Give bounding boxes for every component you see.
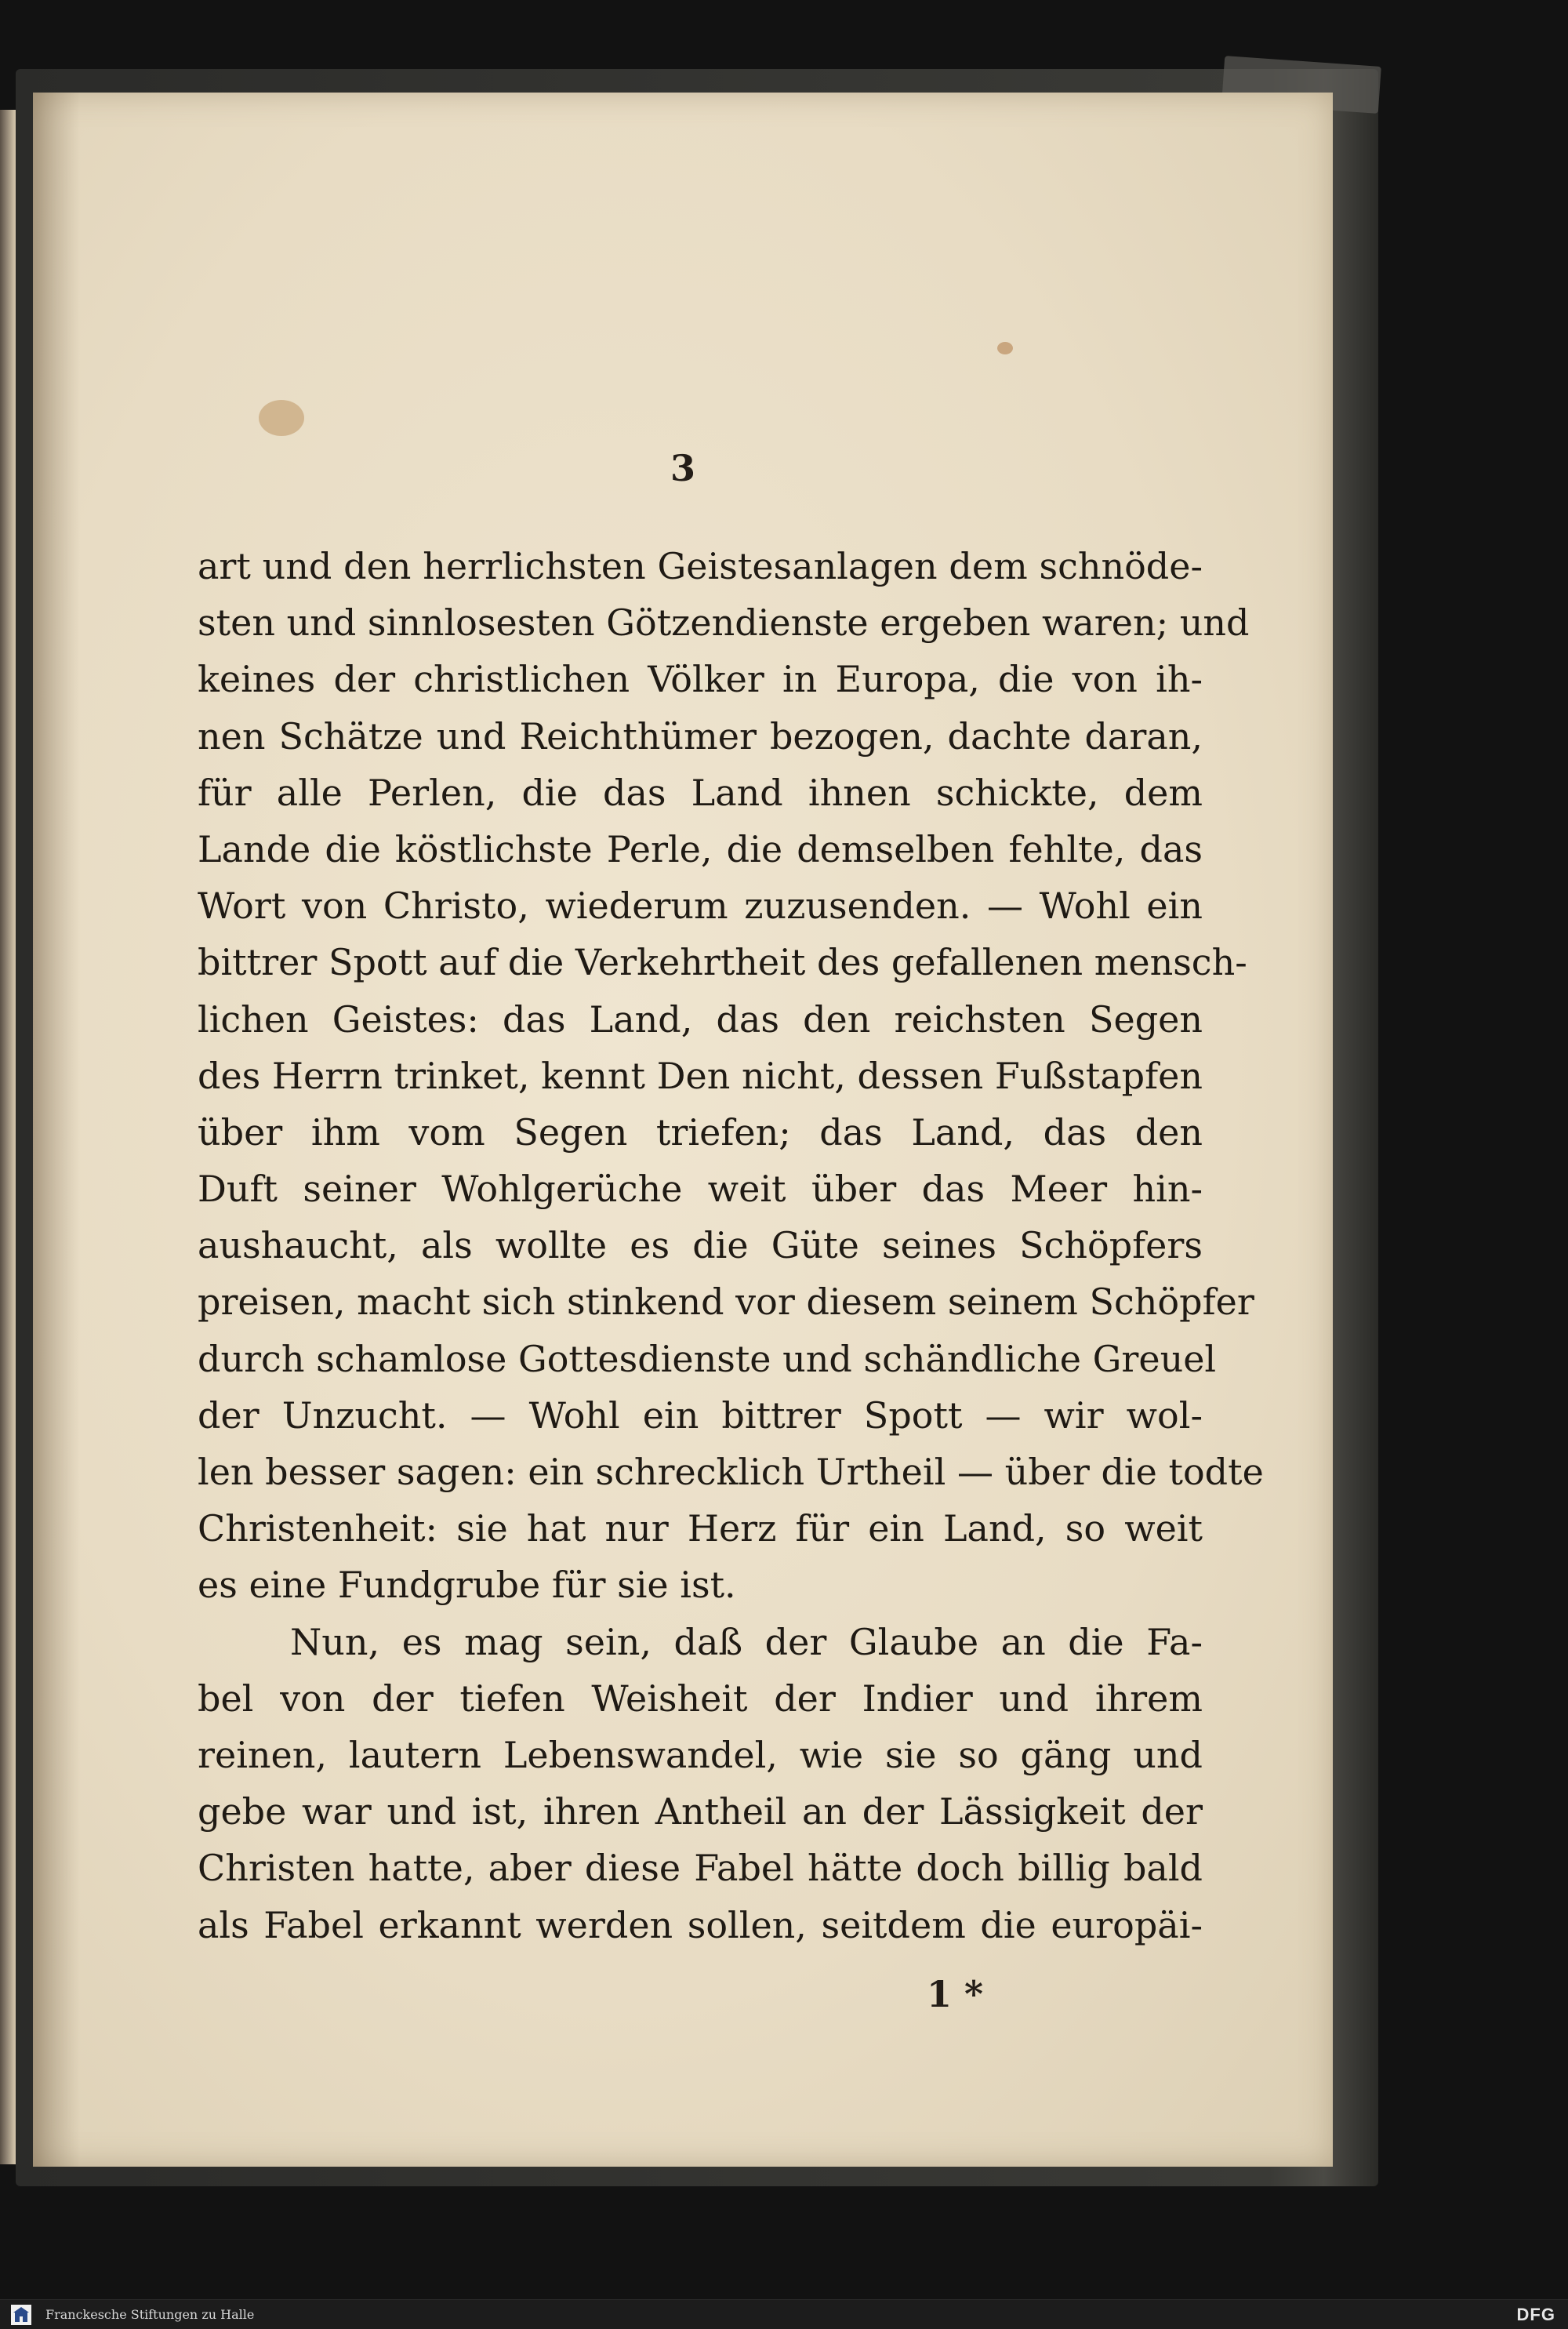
francke-foundation-logo-icon[interactable] bbox=[11, 2305, 31, 2325]
text-line: Christenheit: sie hat nur Herz für ein Land, so weit bbox=[198, 1507, 1203, 1550]
text-line: als Fabel erkannt werden sollen, seitdem die europäi- bbox=[198, 1903, 1203, 1946]
text-line: bel von der tiefen Weisheit der Indier und ihrem bbox=[198, 1677, 1203, 1720]
text-line: Lande die köstlichste Perle, die demselben fehlte, das bbox=[198, 827, 1203, 870]
text-line: len besser sagen: ein schrecklich Urtheil — über die todte bbox=[198, 1451, 1264, 1493]
text-line: der Unzucht. — Wohl ein bittrer Spott — wir wol- bbox=[198, 1393, 1203, 1437]
text-line: art und den herrlichsten Geistesanlagen dem schnöde- bbox=[198, 545, 1203, 587]
book-page bbox=[33, 93, 1333, 2167]
text-line: keines der christlichen Völker in Europa, die von ih- bbox=[198, 658, 1203, 701]
text-line: bittrer Spott auf die Verkehrtheit des gefallenen mensch- bbox=[198, 941, 1247, 984]
text-line: lichen Geistes: das Land, das den reichsten Segen bbox=[198, 997, 1203, 1041]
text-line: reinen, lautern Lebenswandel, wie sie so gäng und bbox=[198, 1733, 1203, 1776]
foxing-stain bbox=[997, 342, 1013, 354]
paragraph-first-line: Nun, es mag sein, daß der Glaube an die Fa- bbox=[290, 1620, 1203, 1663]
text-line: nen Schätze und Reichthümer bezogen, dachte daran, bbox=[198, 714, 1203, 758]
footer-bar bbox=[0, 2299, 1568, 2329]
text-line: sten und sinnlosesten Götzendienste ergeben waren; und bbox=[198, 601, 1250, 645]
text-line: Christen hatte, aber diese Fabel hätte doch billig bald bbox=[198, 1847, 1203, 1890]
page-text-block bbox=[198, 538, 1264, 1953]
text-line: über ihm vom Segen triefen; das Land, das den bbox=[198, 1110, 1203, 1154]
text-line: gebe war und ist, ihren Antheil an der Lässigkeit der bbox=[198, 1790, 1203, 1833]
institution-name[interactable]: Franckesche Stiftungen zu Halle bbox=[45, 2307, 255, 2322]
gutter-shadow bbox=[33, 93, 80, 2167]
text-line: für alle Perlen, die das Land ihnen schickte, dem bbox=[198, 771, 1203, 814]
text-line: Duft seiner Wohlgerüche weit über das Meer hin- bbox=[198, 1168, 1203, 1211]
text-line: des Herrn trinket, kennt Den nicht, dessen Fußstapfen bbox=[198, 1054, 1203, 1097]
dfg-logo[interactable]: DFG bbox=[1516, 2305, 1555, 2324]
text-line: preisen, macht sich stinkend vor diesem seinem Schöpfer bbox=[198, 1281, 1254, 1324]
signature-mark: 1 * bbox=[927, 1973, 984, 2015]
foxing-stain bbox=[259, 400, 304, 436]
text-line: durch schamlose Gottesdienste und schändliche Greuel bbox=[198, 1337, 1217, 1380]
text-line: aushaucht, als wollte es die Güte seines Schöpfers bbox=[198, 1224, 1203, 1267]
page-number: 3 bbox=[670, 447, 695, 489]
text-line: Wort von Christo, wiederum zuzusenden. — Wohl ein bbox=[198, 885, 1203, 928]
paragraph-last-line: es eine Fundgrube für sie ist. bbox=[198, 1564, 736, 1607]
